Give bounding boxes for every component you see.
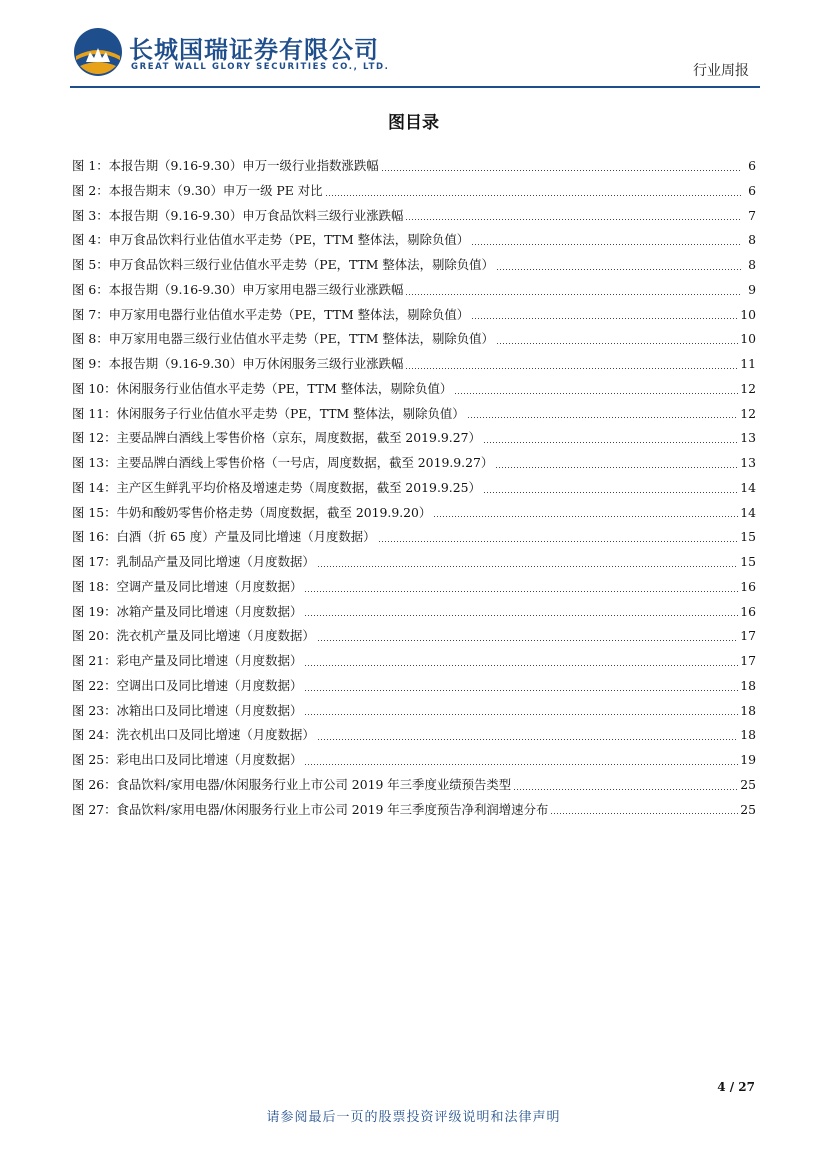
toc-entry-label: 图 3：本报告期（9.16-9.30）申万食品饮料三级行业涨跌幅: [72, 207, 404, 223]
toc-entry-page: 15: [740, 554, 756, 569]
toc-dot-leader: [378, 541, 739, 542]
toc-entry-page: 6: [748, 158, 756, 173]
toc-entry[interactable]: [72, 228, 756, 253]
toc-entry-page: 10: [740, 331, 756, 347]
toc-entry-label: 图 14：主产区生鲜乳平均价格及增速走势（周度数据，截至 2019.9.25）: [72, 479, 481, 495]
toc-entry-page: 15: [740, 529, 756, 545]
company-name-cn: 长城国瑞证券有限公司: [129, 36, 379, 64]
toc-entry[interactable]: [72, 327, 756, 352]
toc-dot-leader: [433, 516, 738, 517]
report-type-label: 行业周报: [693, 63, 749, 79]
toc-dot-leader: [496, 269, 742, 270]
toc-entry[interactable]: [72, 154, 756, 179]
toc-dot-leader: [304, 615, 738, 616]
page-number: 4 / 27: [717, 1080, 755, 1094]
toc-entry-page: 18: [740, 677, 756, 693]
toc-entry-page: 18: [740, 727, 756, 743]
toc-entry-page: 14: [740, 504, 756, 520]
page-header: [0, 0, 827, 95]
toc-entry[interactable]: [72, 179, 756, 204]
toc-dot-leader: [550, 813, 738, 814]
toc-entry-label: 图 15：牛奶和酸奶零售价格走势（周度数据，截至 2019.9.20）: [72, 504, 432, 520]
toc-entry[interactable]: [72, 649, 756, 674]
toc-entry-label: 图 21：彩电产量及同比增速（月度数据）: [72, 653, 303, 668]
toc-dot-leader: [325, 195, 742, 196]
toc-entry-page: 12: [740, 405, 756, 421]
toc-dot-leader: [317, 739, 738, 740]
toc-entry[interactable]: [72, 773, 756, 798]
toc-entry-label: 图 1：本报告期（9.16-9.30）申万一级行业指数涨跌幅: [72, 158, 379, 173]
toc-dot-leader: [471, 244, 742, 245]
toc-dot-leader: [405, 294, 742, 295]
toc-entry[interactable]: [72, 624, 756, 649]
toc-dot-leader: [317, 640, 738, 641]
toc-entry-page: 25: [740, 776, 756, 792]
toc-entry-page: 10: [740, 306, 756, 322]
company-name-en: GREAT WALL GLORY SECURITIES CO., LTD.: [131, 62, 390, 72]
toc-entry-page: 12: [740, 380, 756, 396]
toc-dot-leader: [304, 764, 738, 765]
toc-dot-leader: [304, 690, 738, 691]
toc-entry[interactable]: [72, 550, 756, 575]
toc-entry-label: 图 16：白酒（折 65 度）产量及同比增速（月度数据）: [72, 529, 376, 545]
toc-dot-leader: [304, 591, 738, 592]
toc-dot-leader: [495, 467, 738, 468]
toc-entry-label: 图 8：申万家用电器三级行业估值水平走势（PE，TTM 整体法，剔除负值）: [72, 331, 494, 347]
toc-entry-page: 16: [740, 603, 756, 619]
toc-dot-leader: [317, 566, 738, 567]
toc-entry[interactable]: [72, 303, 756, 328]
toc-dot-leader: [513, 789, 738, 790]
toc-entry[interactable]: [72, 204, 756, 229]
toc-entry-label: 图 18：空调产量及同比增速（月度数据）: [72, 578, 303, 594]
toc-entry-page: 16: [740, 578, 756, 594]
toc-entry[interactable]: [72, 278, 756, 303]
toc-dot-leader: [471, 318, 738, 319]
toc-entry[interactable]: [72, 798, 756, 823]
toc-entry-page: 6: [748, 182, 756, 198]
toc-entry-label: 图 24：洗衣机出口及同比增速（月度数据）: [72, 727, 315, 743]
toc-entry-label: 图 20：洗衣机产量及同比增速（月度数据）: [72, 628, 315, 644]
toc-entry[interactable]: [72, 352, 756, 377]
toc-dot-leader: [304, 665, 738, 666]
toc-entry-label: 图 10：休闲服务行业估值水平走势（PE，TTM 整体法，剔除负值）: [72, 380, 453, 396]
toc-entry[interactable]: [72, 253, 756, 278]
toc-dot-leader: [405, 219, 742, 220]
toc-entry[interactable]: [72, 377, 756, 402]
toc-entry-label: 图 6：本报告期（9.16-9.30）申万家用电器三级行业涨跌幅: [72, 281, 404, 297]
toc-dot-leader: [467, 417, 739, 418]
figure-toc: [72, 154, 756, 822]
toc-entry[interactable]: [72, 575, 756, 600]
toc-entry-page: 17: [740, 653, 756, 668]
toc-entry-page: 8: [748, 232, 756, 248]
toc-entry[interactable]: [72, 600, 756, 625]
toc-entry-page: 14: [740, 479, 756, 495]
toc-dot-leader: [381, 170, 742, 171]
company-logo-icon: [72, 26, 124, 78]
toc-entry-page: 17: [740, 628, 756, 644]
toc-entry-label: 图 2：本报告期末（9.30）申万一级 PE 对比: [72, 182, 323, 198]
toc-entry-label: 图 13：主要品牌白酒线上零售价格（一号店，周度数据，截至 2019.9.27）: [72, 455, 494, 470]
toc-entry-page: 7: [748, 207, 756, 223]
toc-entry-label: 图 9：本报告期（9.16-9.30）申万休闲服务三级行业涨跌幅: [72, 356, 404, 371]
toc-dot-leader: [304, 714, 738, 715]
toc-dot-leader: [454, 393, 738, 394]
toc-entry[interactable]: [72, 501, 756, 526]
toc-entry-label: 图 17：乳制品产量及同比增速（月度数据）: [72, 554, 315, 569]
toc-entry-page: 19: [740, 752, 756, 767]
toc-dot-leader: [483, 492, 738, 493]
toc-entry-label: 图 22：空调出口及同比增速（月度数据）: [72, 677, 303, 693]
toc-entry-page: 13: [740, 430, 756, 446]
toc-entry-page: 18: [740, 702, 756, 718]
toc-entry[interactable]: [72, 451, 756, 476]
toc-entry-label: 图 27：食品饮料/家用电器/休闲服务行业上市公司 2019 年三季度预告净利润增速分布: [72, 801, 549, 817]
toc-entry[interactable]: [72, 699, 756, 724]
toc-entry-page: 11: [740, 356, 756, 371]
header-divider: [70, 86, 760, 88]
toc-entry-label: 图 25：彩电出口及同比增速（月度数据）: [72, 752, 303, 767]
toc-entry-label: 图 23：冰箱出口及同比增速（月度数据）: [72, 702, 303, 718]
toc-entry[interactable]: [72, 674, 756, 699]
toc-entry-label: 图 12：主要品牌白酒线上零售价格（京东，周度数据，截至 2019.9.27）: [72, 430, 481, 446]
toc-entry[interactable]: [72, 525, 756, 550]
toc-entry-page: 13: [740, 455, 756, 470]
toc-entry[interactable]: [72, 723, 756, 748]
toc-entry-label: 图 7：申万家用电器行业估值水平走势（PE，TTM 整体法，剔除负值）: [72, 306, 470, 322]
toc-entry[interactable]: [72, 748, 756, 773]
toc-entry[interactable]: [72, 476, 756, 501]
toc-dot-leader: [496, 343, 738, 344]
toc-entry-page: 8: [748, 257, 756, 272]
toc-entry-page: 9: [748, 281, 756, 297]
toc-dot-leader: [405, 368, 738, 369]
page-title: 图目录: [388, 113, 439, 133]
toc-entry-label: 图 19：冰箱产量及同比增速（月度数据）: [72, 603, 303, 619]
footer-disclaimer: 请参阅最后一页的股票投资评级说明和法律声明: [266, 1110, 561, 1125]
toc-entry-label: 图 26：食品饮料/家用电器/休闲服务行业上市公司 2019 年三季度业绩预告类型: [72, 776, 512, 792]
toc-entry-page: 25: [740, 801, 756, 817]
toc-entry-label: 图 5：申万食品饮料三级行业估值水平走势（PE，TTM 整体法，剔除负值）: [72, 257, 494, 272]
toc-entry[interactable]: [72, 402, 756, 427]
toc-entry-label: 图 4：申万食品饮料行业估值水平走势（PE，TTM 整体法，剔除负值）: [72, 232, 470, 248]
toc-entry[interactable]: [72, 426, 756, 451]
toc-entry-label: 图 11：休闲服务子行业估值水平走势（PE，TTM 整体法，剔除负值）: [72, 405, 465, 421]
toc-dot-leader: [483, 442, 738, 443]
